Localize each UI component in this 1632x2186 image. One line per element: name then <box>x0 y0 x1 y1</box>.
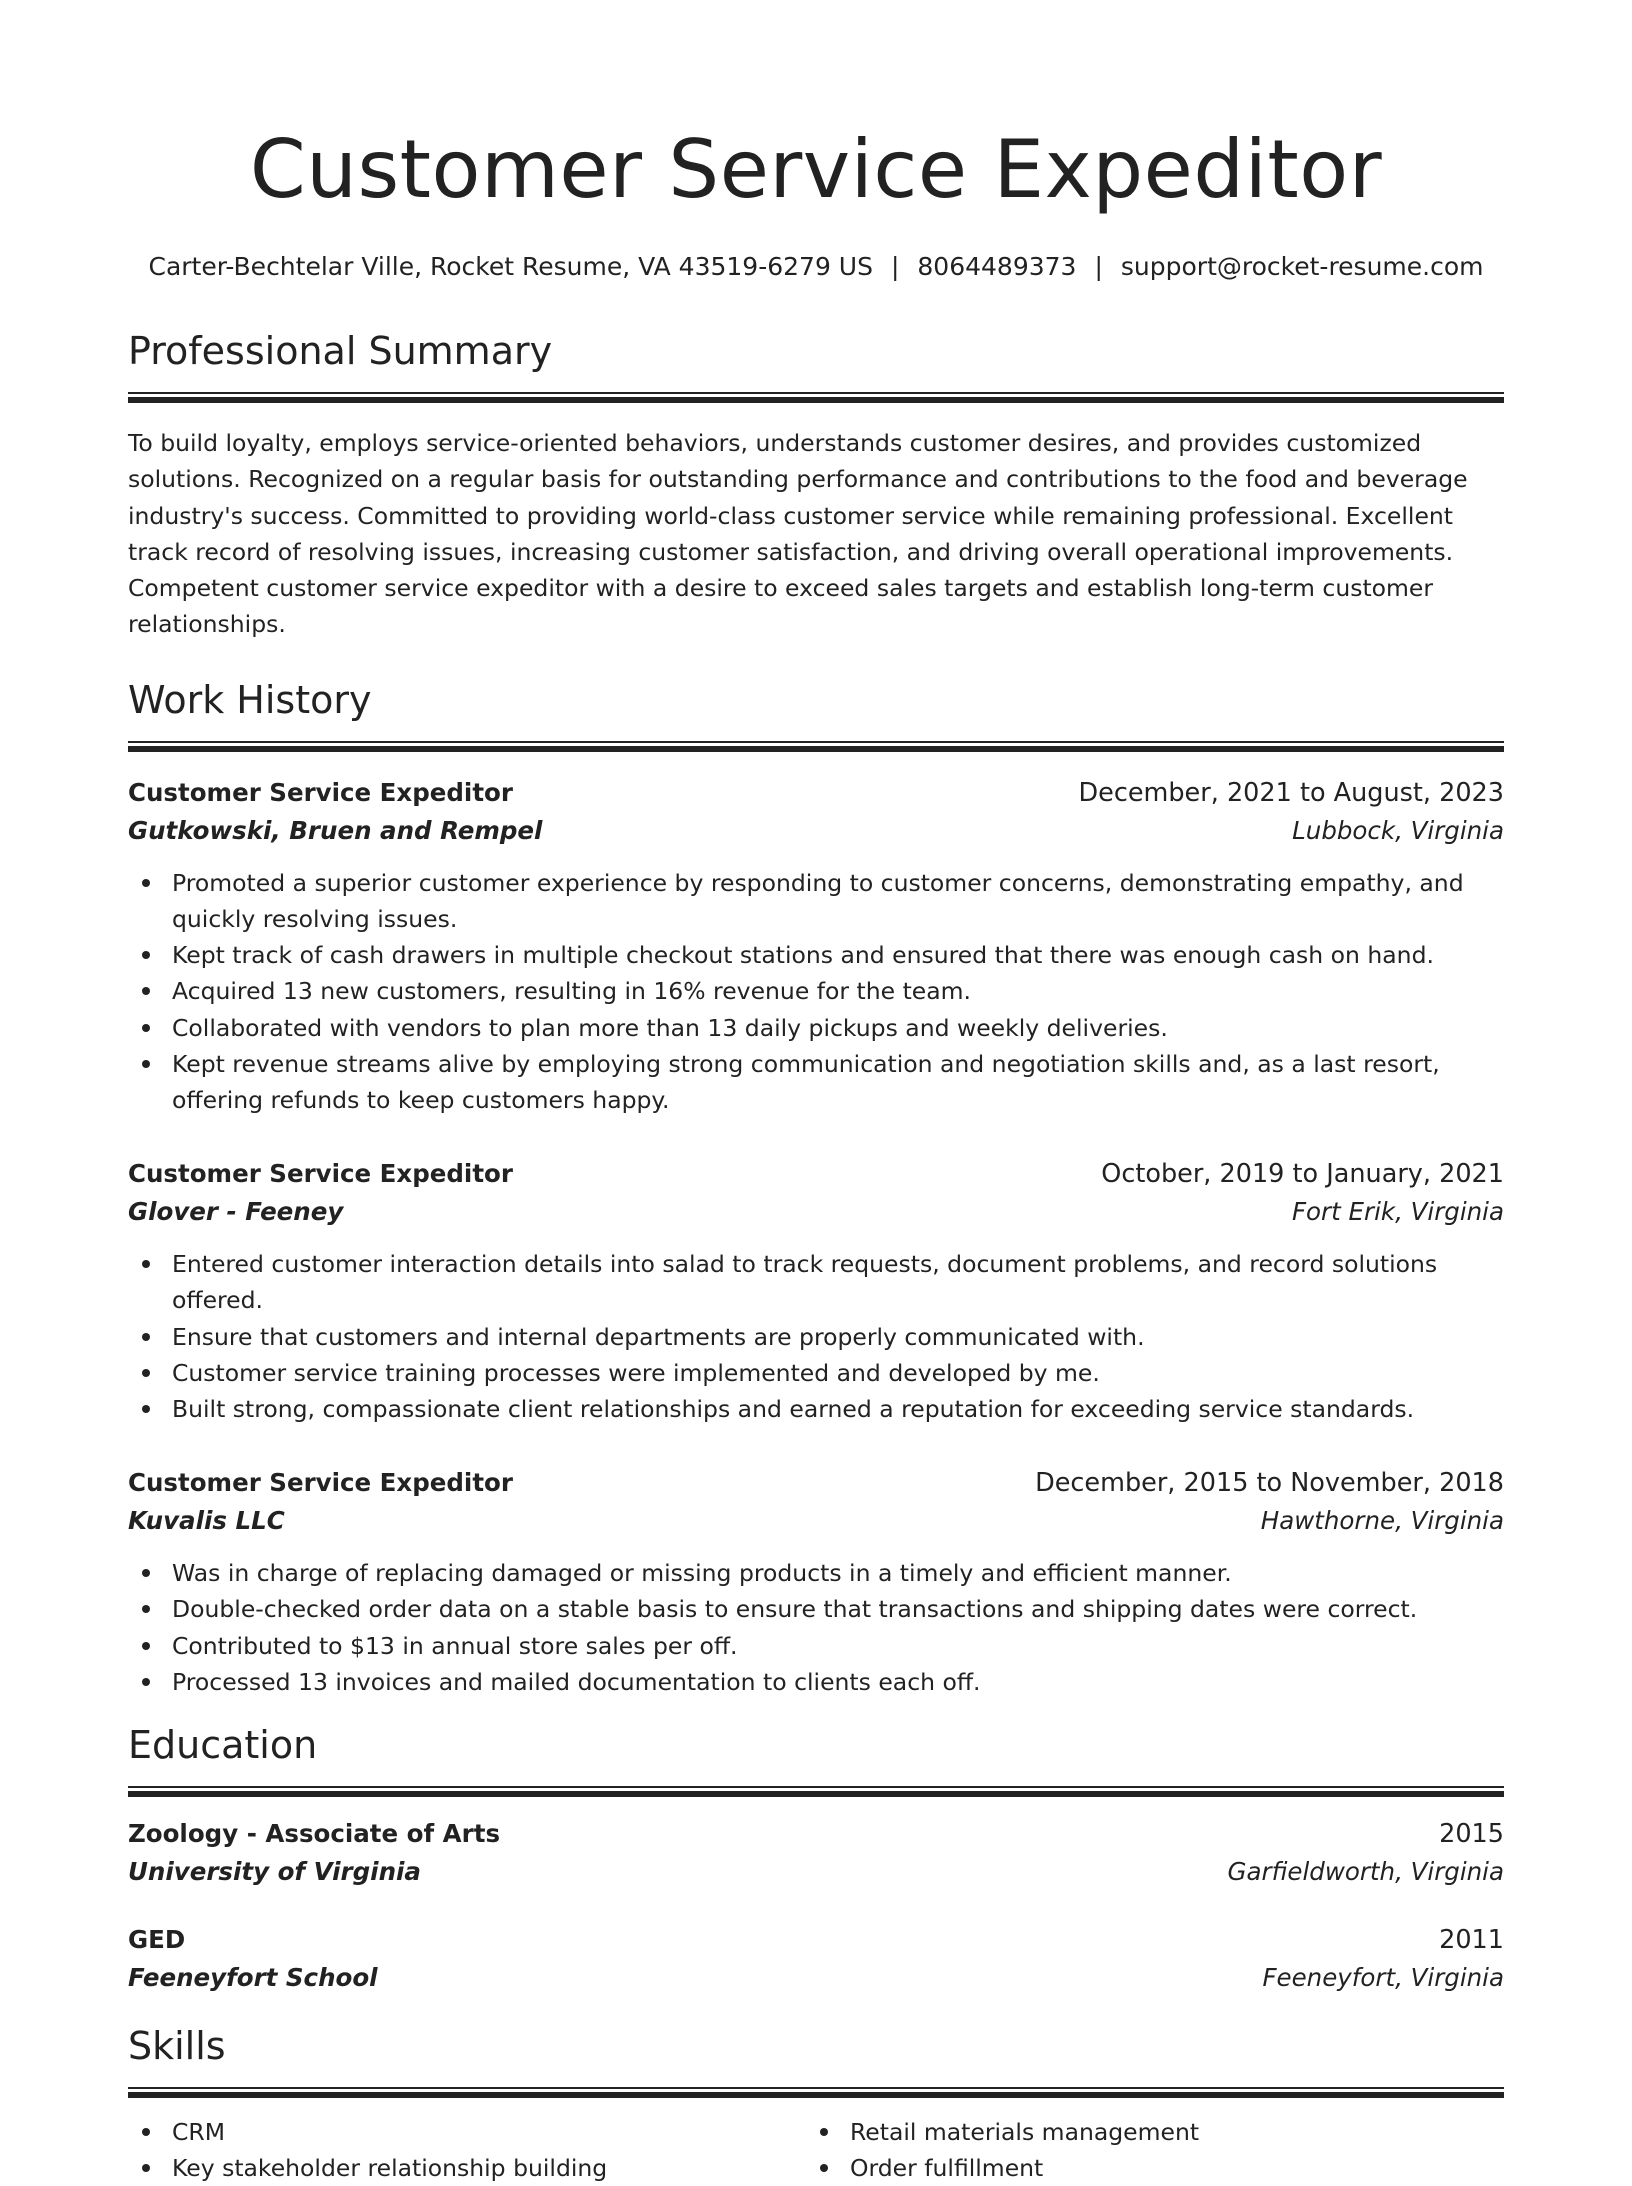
job-bullet: Double-checked order data on a stable basis to ensure that transactions and shipping dates were correct. <box>128 1591 1504 1627</box>
contact-separator: | <box>1094 252 1103 281</box>
job-company: Kuvalis LLC <box>128 1506 285 1536</box>
job-bullet: Processed 13 invoices and mailed documentation to clients each off. <box>128 1664 1504 1700</box>
job-entry <box>128 1155 1504 1427</box>
job-title: Customer Service Expeditor <box>128 777 513 807</box>
job-dates: December, 2021 to August, 2023 <box>1078 777 1504 808</box>
job-bullet: Entered customer interaction details into salad to track requests, document problems, and record solutions offered. <box>128 1246 1504 1318</box>
education-school: University of Virginia <box>128 1857 421 1887</box>
job-location: Lubbock, Virginia <box>1292 815 1504 845</box>
skill-item: Retail materials management <box>806 2114 1484 2150</box>
job-company: Glover - Feeney <box>128 1197 344 1227</box>
job-header-row <box>128 1155 1504 1193</box>
job-dates: October, 2019 to January, 2021 <box>1101 1159 1504 1190</box>
education-school: Feeneyfort School <box>128 1963 378 1993</box>
job-bullet: Ensure that customers and internal departments are properly communicated with. <box>128 1319 1504 1355</box>
job-location: Fort Erik, Virginia <box>1291 1197 1504 1227</box>
section-heading-education: Education <box>128 1723 318 1768</box>
skill-item: CRM <box>128 2114 806 2150</box>
job-company-row <box>128 812 1504 850</box>
section-divider <box>128 392 1504 403</box>
contact-separator: | <box>890 252 900 281</box>
job-bullet: Built strong, compassionate client relationships and earned a reputation for exceeding service standards. <box>128 1391 1504 1427</box>
contact-email: support@rocket-resume.com <box>1120 252 1484 281</box>
resume-name: Customer Service Expeditor <box>249 123 1383 216</box>
job-location: Hawthorne, Virginia <box>1260 1506 1504 1536</box>
contact-line <box>128 250 1504 284</box>
education-entry <box>128 1815 1504 1891</box>
section-heading-summary: Professional Summary <box>128 329 553 373</box>
education-location: Garfieldworth, Virginia <box>1227 1857 1504 1887</box>
job-dates: December, 2015 to November, 2018 <box>1035 1468 1504 1499</box>
contact-phone: 8064489373 <box>917 252 1077 281</box>
job-header-row <box>128 1464 1504 1502</box>
section-divider <box>128 2087 1504 2098</box>
job-bullet-list <box>128 1246 1504 1427</box>
job-bullet-list <box>128 1555 1504 1700</box>
education-year: 2011 <box>1439 1925 1504 1956</box>
education-location: Feeneyfort, Virginia <box>1262 1963 1504 1993</box>
job-entry <box>128 1464 1504 1700</box>
summary-section <box>128 326 1504 643</box>
summary-text: To build loyalty, employs service-oriented behaviors, understands customer desires, and provides customized solutions. Recognized on a regular basis for outstanding performance and contributions to the food and beverage industry's success. Committed to providing world-class customer service while remaining professional. Excellent track record of resolving issues, increasing customer satisfaction, and driving overall operational improvements. Competent customer service expeditor with a desire to exceed sales targets and establish long-term customer relationships. <box>128 429 1468 639</box>
education-school-row <box>128 1853 1504 1891</box>
section-divider <box>128 1786 1504 1797</box>
skills-columns <box>128 2114 1504 2186</box>
skills-list-left <box>128 2114 806 2186</box>
job-bullet: Acquired 13 new customers, resulting in 16% revenue for the team. <box>128 973 1504 1009</box>
job-bullet: Customer service training processes were implemented and developed by me. <box>128 1355 1504 1391</box>
skill-item: Order fulfillment <box>806 2150 1484 2186</box>
education-school-row <box>128 1959 1504 1997</box>
section-heading-skills: Skills <box>128 2024 226 2069</box>
job-bullet: Collaborated with vendors to plan more than 13 daily pickups and weekly deliveries. <box>128 1010 1504 1046</box>
education-header-row <box>128 1921 1504 1959</box>
job-company-row <box>128 1193 1504 1231</box>
job-bullet: Kept track of cash drawers in multiple checkout stations and ensured that there was enough cash on hand. <box>128 937 1504 973</box>
job-bullet: Promoted a superior customer experience by responding to customer concerns, demonstrating empathy, and quickly resolving issues. <box>128 865 1504 937</box>
education-degree: GED <box>128 1925 186 1955</box>
education-entry <box>128 1921 1504 1997</box>
job-bullet: Contributed to $13 in annual store sales per off. <box>128 1628 1504 1664</box>
contact-address: Carter-Bechtelar Ville, Rocket Resume, VA 43519-6279 US <box>148 252 873 281</box>
skills-section <box>128 2021 1504 2186</box>
job-company: Gutkowski, Bruen and Rempel <box>128 815 543 845</box>
job-title: Customer Service Expeditor <box>128 1159 513 1189</box>
section-divider <box>128 741 1504 752</box>
section-heading-work-history: Work History <box>128 677 372 722</box>
education-section <box>128 1720 1504 1997</box>
education-degree: Zoology - Associate of Arts <box>128 1819 501 1849</box>
job-entry <box>128 774 1504 1118</box>
job-header-row <box>128 774 1504 812</box>
job-bullet-list <box>128 865 1504 1118</box>
skill-item: Key stakeholder relationship building <box>128 2150 806 2186</box>
education-header-row <box>128 1815 1504 1853</box>
job-bullet: Was in charge of replacing damaged or missing products in a timely and efficient manner. <box>128 1555 1504 1591</box>
work-history-section <box>128 675 1504 1700</box>
education-year: 2015 <box>1439 1819 1504 1850</box>
job-bullet: Kept revenue streams alive by employing strong communication and negotiation skills and, as a last resort, offering refunds to keep customers happy. <box>128 1046 1504 1118</box>
job-company-row <box>128 1502 1504 1540</box>
skills-list-right <box>806 2114 1484 2186</box>
job-title: Customer Service Expeditor <box>128 1468 513 1498</box>
